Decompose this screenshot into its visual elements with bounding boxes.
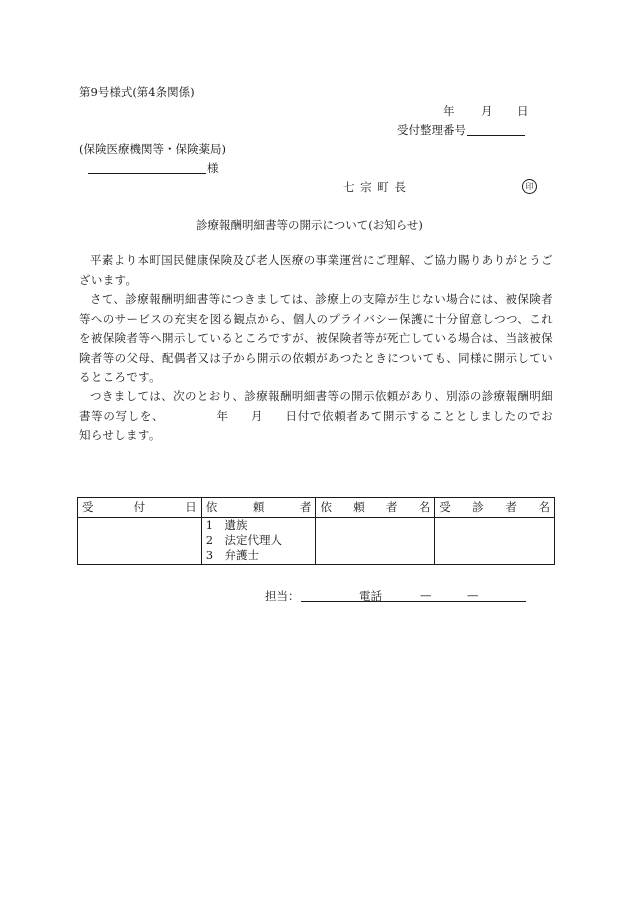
contact-label: 担当： (265, 589, 300, 603)
body-paragraph-3-tail: 日付で依頼者あて開示することとしましたのでお知らせします。 (79, 408, 553, 442)
header-cell-requester: 依頼者 (201, 498, 316, 518)
reception-date-cell[interactable] (78, 518, 202, 565)
receipt-number-field[interactable] (467, 122, 525, 136)
date-month-label: 月 (481, 104, 493, 118)
contact-field[interactable] (301, 588, 526, 602)
header-cell-requester-name: 依頼者名 (316, 498, 435, 518)
table-header-row (78, 498, 555, 518)
header-cell-reception-date: 受付日 (78, 498, 202, 518)
seal-mark: 印 (522, 179, 537, 194)
body-paragraph-3-lead: つきましては、次のとおり、診療報酬明細書等の開示依頼があり、別添の診療報酬明細書等の写しを、 (79, 389, 553, 423)
recipient-org: (保険医療機関等・保険薬局) (79, 142, 226, 156)
body-paragraph-2: さて、診療報酬明細書等につきましては、診療上の支障が生じない場合には、被保険者等へのサービスの充実を図る観点から、個人のプライバシー保護に十分留意しつつ、これを被保険者等へ開示しているところですが、被保険者等が死亡している場合は、当該被保険者等の父母、配偶者又は子から開示の依頼があつたときについても、同様に開示しているところです。 (79, 292, 553, 384)
requester-name-cell[interactable] (316, 518, 435, 565)
requester-option-3: 3 弁護士 (205, 548, 260, 562)
table-row (78, 518, 555, 565)
requester-option-1: 1 遺族 (205, 518, 248, 532)
recipient-name-field[interactable] (88, 160, 206, 174)
body-paragraph-3 (79, 387, 553, 446)
patient-name-cell[interactable] (435, 518, 555, 565)
recipient-honorific: 様 (207, 161, 219, 175)
header-cell-patient-name: 受診者名 (435, 498, 555, 518)
disclosure-table (77, 497, 555, 565)
date-year-label: 年 (443, 104, 455, 118)
requester-options-cell[interactable] (201, 518, 316, 565)
body-paragraph-3-year: 年 (216, 408, 229, 423)
body-paragraph-3-month: 月 (250, 408, 264, 423)
body-paragraph-1: 平素より本町国民健康保険及び老人医療の事業運営にご理解、ご協力賜りありがとうございます。 (79, 253, 553, 287)
receipt-number-label: 受付整理番号 (397, 123, 466, 137)
phone-separator-1: — (420, 588, 432, 602)
date-day-label: 日 (517, 104, 529, 118)
form-number: 第9号様式(第4条関係) (79, 85, 195, 99)
requester-option-2: 2 法定代理人 (205, 533, 283, 547)
phone-label: 電話 (359, 589, 382, 603)
document-title: 診療報酬明細書等の開示について(お知らせ) (196, 218, 423, 232)
phone-separator-2: — (467, 588, 479, 602)
sender-title: 七 宗 町 長 (343, 180, 407, 194)
